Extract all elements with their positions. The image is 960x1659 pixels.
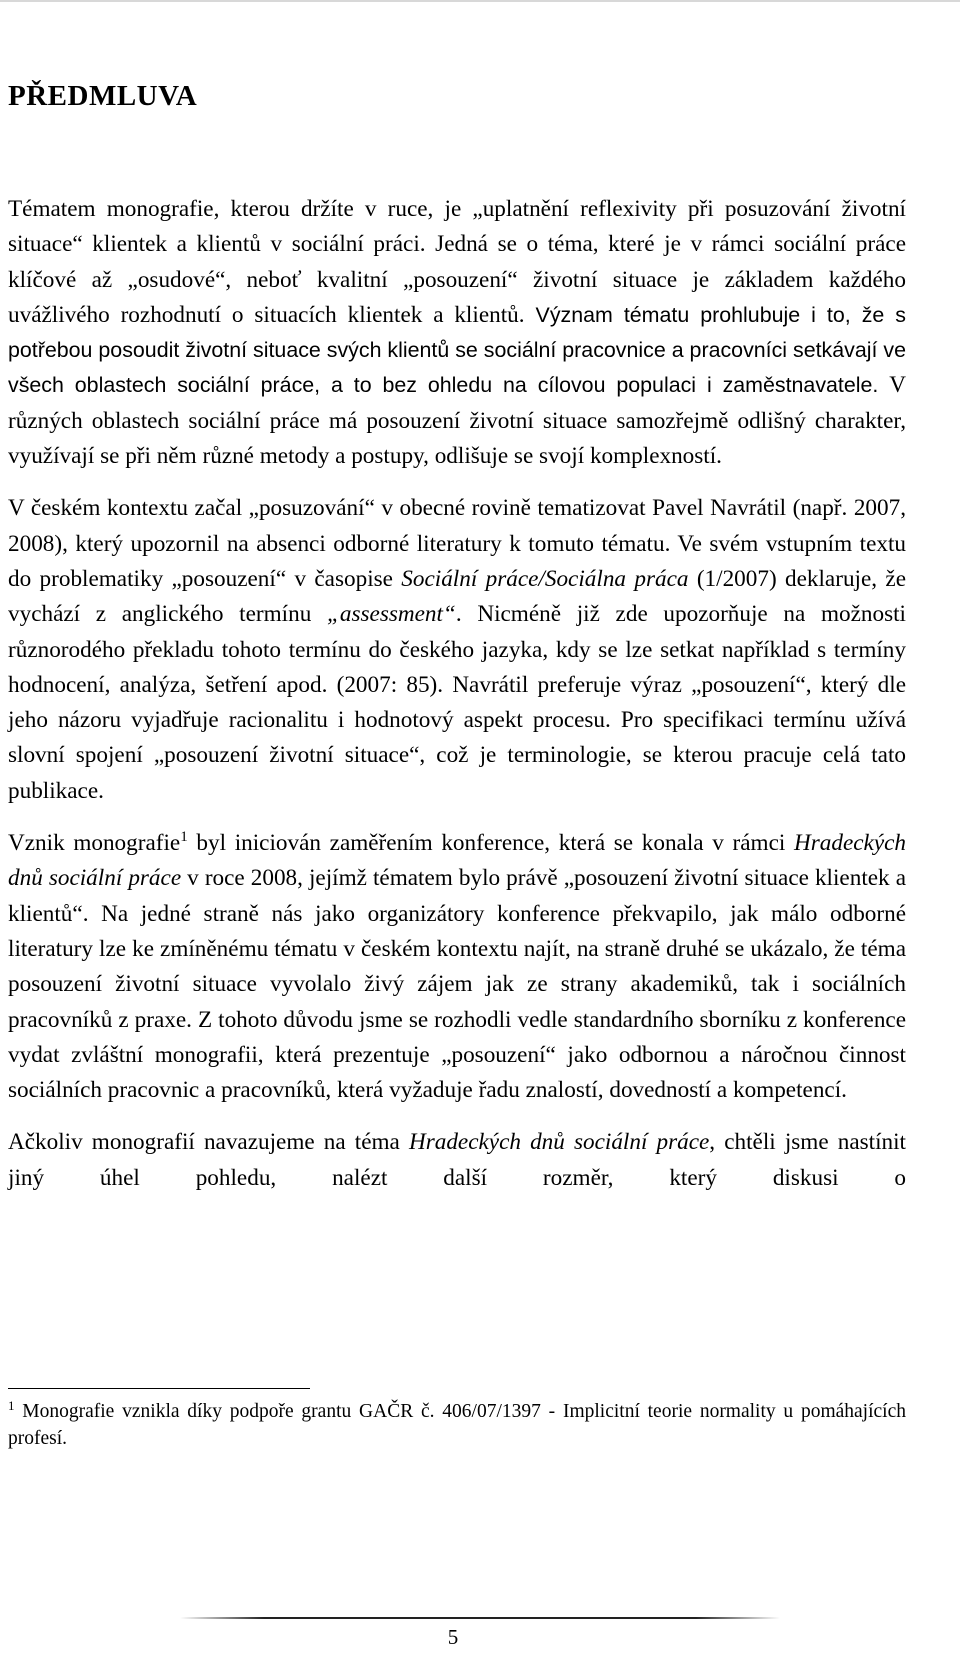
footnote: [8, 1398, 906, 1452]
footnote-mark: 1: [8, 1398, 15, 1413]
paragraph-3-text-b: byl iniciován zaměřením konference, která se konala v rámci: [187, 830, 794, 857]
top-border: [0, 0, 960, 2]
document-page: [8, 76, 906, 1196]
paragraph-3-text-c: v roce 2008, jejímž tématem bylo právě „posouzení životní situace klientek a klientů“. Na jedné straně nás jako organizátory konference překvapilo, jak málo odborné literatury lze ke zmíněnému tématu v českém kontextu najít, na straně druhé se ukázalo, že téma posouzení životní situace vyvolalo živý zájem jak ze strany akademiků, tak i sociálních pracovníků z praxe. Z tohoto důvodu jsme se rozhodli vedle standardního sborníku z konference vydat zvláštní monografii, která prezentuje „posouzení“ jako odbornou a náročnou činnost sociálních pracovnic a pracovníků, která vyžaduje řadu znalostí, dovedností a kompetencí.: [8, 865, 906, 1104]
paragraph-4-text-b: , chtěli jsme nastínit jiný úhel pohledu, nalézt další rozměr, který diskusi o: [8, 1129, 906, 1191]
conference-name-2: Hradeckých dnů sociální práce: [408, 1129, 710, 1156]
footnote-reference: 1: [180, 829, 188, 846]
paragraph-4: [8, 1125, 906, 1196]
paragraph-2-text-a: V českém kontextu začal „posuzování“ v obecné rovině tematizovat Pavel Navrátil (např. 2007, 2008), který upozornil na absenci odborné literatury k tomuto tématu. Ve svém vstupním textu do problematiky „posouzení“ v časopise: [8, 495, 906, 592]
paragraph-1-serif-text: Tématem monografie, kterou držíte v ruce, je „uplatnění reflexivity při posuzování životní situace“ klientek a klientů v sociální práci. Jedná se o téma, které je v rámci sociální práce klíčové až „osudové“, neboť kvalitní „posouzení“ životní situace je základem každého uvážlivého rozhodnutí o situacích klientek a klientů.: [8, 196, 906, 328]
paragraph-1: [8, 192, 906, 474]
paragraph-2-text-b: (1/2007) deklaruje, že vychází z anglického termínu: [8, 565, 906, 628]
footnote-separator: [8, 1388, 310, 1389]
journal-title: Sociální práce/Sociálna práca: [401, 565, 689, 592]
conference-name: Hradeckých dnů sociální práce: [8, 830, 906, 892]
footer-rule: [180, 1617, 780, 1619]
page-title: PŘEDMLUVA: [8, 80, 198, 112]
footnote-text: Monografie vznikla díky podpoře grantu GAČR č. 406/07/1397 - Implicitní teorie normality u pomáhajících profesí.: [8, 1401, 906, 1449]
paragraph-1-serif-text-2: V různých oblastech sociální práce má posouzení životní situace samozřejmě odlišný charakter, využívají se při něm různé metody a postupy, odlišuje se svojí komplexností.: [8, 372, 906, 470]
paragraph-3: [8, 826, 906, 1108]
paragraph-2: [8, 491, 906, 809]
paragraph-1-sans-text: Význam tématu prohlubuje i to, že s potřebou posoudit životní situace svých klientů se sociální pracovnice a pracovníci setkávají ve všech oblastech sociální práce, a to bez ohledu na cílovou populaci i zaměstnavatele.: [8, 302, 906, 398]
paragraph-3-text-a: Vznik monografie: [8, 830, 181, 857]
paragraph-2-text-c: . Nicméně již zde upozorňuje na možnosti různorodého překladu tohoto termínu do českého jazyka, kdy se lze setkat například s termíny hodnocení, analýza, šetření apod. (2007: 85). Navrátil preferuje výraz „posouzení“, který dle jeho názoru vyjadřuje racionalitu i hodnotový aspekt procesu. Pro specifikaci termínu užívá slovní spojení „posouzení životní situace“, což je terminologie, se kterou pracuje celá tato publikace.: [8, 601, 906, 804]
paragraph-4-text-a: Ačkoliv monografií navazujeme na téma: [8, 1129, 409, 1156]
page-number: 5: [447, 1625, 459, 1649]
assessment-term: „assessment“: [326, 601, 456, 628]
